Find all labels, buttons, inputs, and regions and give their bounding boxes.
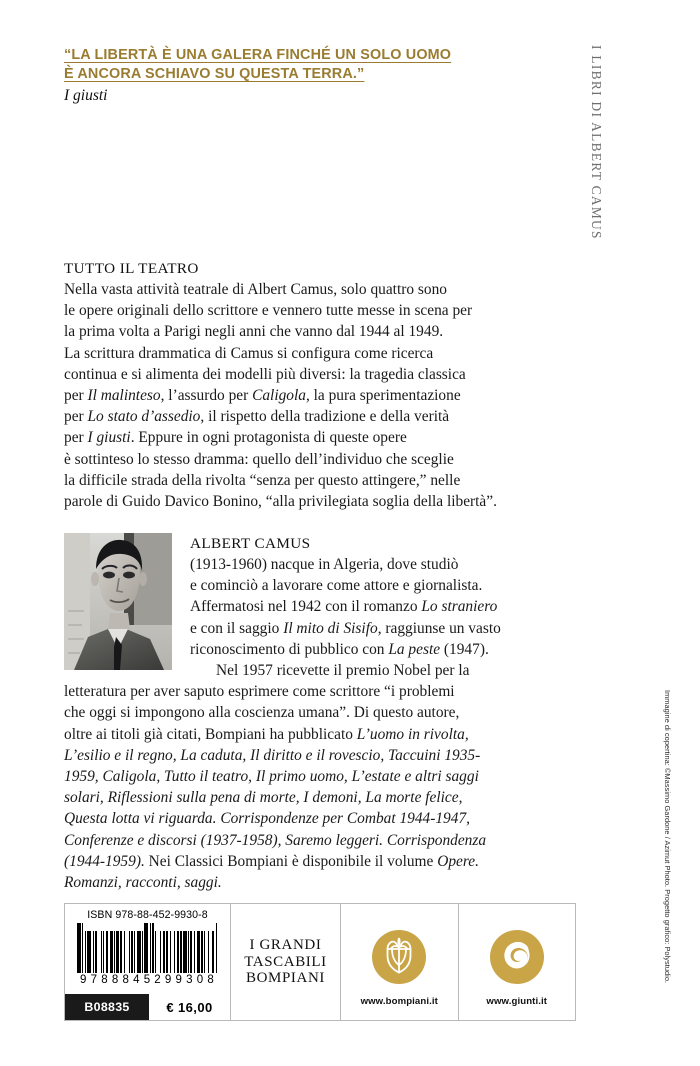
work-titles-list: solari, Riflessioni sulla pena di morte, I demoni, La morte felice, [64,789,463,807]
price-row [65,994,230,1020]
blurb-line: Nella vasta attività teatrale di Albert Camus, solo quattro sono [64,281,447,298]
bio-frag: e con il saggio [190,619,284,637]
barcode-digit: 5 [143,974,152,986]
barcode-digit: 7 [90,974,99,986]
giunti-logo-cell[interactable] [459,904,576,1020]
giunti-logo-icon [490,930,544,984]
blurb-section [64,258,584,512]
bio-line [190,639,584,660]
bompiani-shield-icon [379,937,419,977]
bio-line [190,618,584,639]
barcode-digit: 9 [164,974,173,986]
barcode-digit: 0 [196,974,205,986]
work-titles-list: 1959, Caligola, Tutto il teatro, Il primo uomo, L’estate e altri saggi [64,768,479,786]
work-title-il-malinteso: Il malinteso [87,387,161,405]
blurb-line [64,427,584,448]
work-title-i-giusti: I giusti [87,429,131,447]
isbn-text: ISBN 978-88-452-9930-8 [87,909,208,921]
bio-frag: Nei Classici Bompiani è disponibile il volume [144,852,438,870]
series-line-1: I GRANDI [249,937,322,954]
author-bio-top-lines [190,554,584,681]
bio-line: Nel 1957 ricevette il premio Nobel per la [216,662,470,680]
blurb-line: le opere originali dello scrittore e vennero tutte messe in scena per [64,302,473,320]
barcode-digit: 9 [80,974,88,986]
barcode-digit: 4 [133,974,141,986]
barcode-digit: 8 [111,974,120,986]
blurb-frag: , l’assurdo per [160,387,253,405]
blurb-frag: , la pura sperimentazione [305,387,461,405]
quote-source: I giusti [64,87,108,104]
barcode-bar [217,923,218,973]
bottom-info-box [64,903,576,1021]
blurb-title: TUTTO IL TEATRO [64,260,199,277]
author-bio-head [190,533,584,681]
bio-line [64,787,584,808]
barcode-digit: 8 [122,974,131,986]
barcode-digits [71,974,224,986]
bio-line [64,851,584,872]
blurb-frag: per [64,408,88,426]
blurb-line: la difficile strada della rivolta “senza per questo attingere,” nelle [64,471,461,489]
giunti-url[interactable]: www.giunti.it [486,996,548,1007]
barcode-digit: 3 [186,974,194,986]
bio-line [64,724,584,745]
quote-line-1-text: “LA LIBERTÀ È UNA GALERA FINCHÉ UN SOLO UOMO [64,47,452,63]
barcode-digit: 9 [175,974,184,986]
bio-line [64,830,584,851]
work-title-lo-straniero: Lo straniero [421,598,498,616]
bio-line [64,745,584,766]
cover-credit-text: Immagine di copertina: ©Massimo Gardone / Azimut Photo. Progetto grafico: Polystudio. [663,690,672,984]
bio-line [64,872,584,893]
author-name: ALBERT CAMUS [190,535,311,552]
bio-frag: riconoscimento di pubblico con [190,640,389,658]
blurb-line: parole di Guido Davico Bonino, “alla privilegiata soglia della libertà”. [64,493,497,511]
barcode-digit: 8 [101,974,109,986]
blurb-frag: per [64,387,88,405]
author-bio-section [64,533,584,893]
blurb-line [64,385,584,406]
series-cell [231,904,341,1020]
work-title-opere: Opere. [437,852,479,870]
bio-frag: Affermatosi nel 1942 con il romanzo [190,598,422,616]
blurb-line: La scrittura drammatica di Camus si configura come ricerca [64,344,434,362]
blurb-line: la prima volta a Parigi negli anni che vanno dal 1944 al 1949. [64,323,444,341]
work-title-opere-subtitle: Romanzi, racconti, saggi. [64,874,222,892]
quote-line-2-text: È ANCORA SCHIAVO SU QUESTA TERRA.” [64,66,365,82]
bompiani-url[interactable]: www.bompiani.it [360,996,438,1007]
barcode-cell [65,904,231,1020]
barcode-digit: 2 [154,974,162,986]
blurb-frag: . Eppure in ogni protagonista di queste opere [130,429,407,447]
albert-camus-portrait-icon [64,533,172,670]
blurb-line: continua e si alimenta dei modelli più diversi: la tragedia classica [64,365,466,383]
work-titles-list: Questa lotta vi riguarda. Corrispondenze per Combat 1944-1947, [64,810,470,828]
blurb-frag: , il rispetto della tradizione e della verità [200,408,450,426]
author-bio-rest [64,681,584,893]
giunti-spiral-icon [497,937,537,977]
quote-line-1 [64,46,574,65]
bio-line: che oggi si impongono alla coscienza umana”. Di questo autore, [64,704,460,722]
series-line-3: BOMPIANI [246,970,325,987]
spine-series-label: I LIBRI DI ALBERT CAMUS [589,45,604,240]
series-name [244,937,327,987]
work-title-la-peste: La peste [388,640,441,658]
work-title-caligola: Caligola [252,387,306,405]
blurb-line [64,406,584,427]
product-code: B08835 [65,994,149,1020]
barcode-digit: 8 [207,974,215,986]
bio-frag: , raggiunse un vasto [377,619,501,637]
bompiani-logo-cell[interactable] [341,904,459,1020]
work-title-lo-stato-dassedio: Lo stato d’assedio [87,408,201,426]
work-titles-list: L’esilio e il regno, La caduta, Il diritto e il rovescio, Taccuini 1935- [64,746,481,764]
cover-quote [64,46,574,105]
barcode-bars [71,923,224,973]
bio-line [64,766,584,787]
bio-frag: oltre ai titoli già citati, Bompiani ha pubblicato [64,725,357,743]
bio-line: (1913-1960) nacque in Algeria, dove studiò [190,556,459,573]
bio-frag: (1947). [440,640,489,658]
quote-line-2 [64,65,574,84]
author-photo [64,533,172,670]
blurb-frag: per [64,429,88,447]
bio-line [190,596,584,617]
bio-line [64,808,584,829]
bio-line: letteratura per aver saputo esprimere come scrittore “i problemi [64,683,455,701]
series-line-2: TASCABILI [244,953,327,970]
work-titles-list: Conferenze e discorsi (1937-1958), Saremo leggeri. Corrispondenza [64,831,487,849]
work-titles-list: (1944-1959). [64,852,145,870]
work-title-il-mito-di-sisifo: Il mito di Sisifo [283,619,378,637]
bio-line: e cominciò a lavorare come attore e giornalista. [190,577,483,595]
work-title-luomo-in-rivolta: L’uomo in rivolta, [356,725,469,743]
price-value: € 16,00 [166,999,213,1015]
blurb-body [64,279,584,512]
blurb-line: è sottinteso lo stesso dramma: quello dell’individuo che sceglie [64,450,454,468]
bompiani-logo-icon [372,930,426,984]
